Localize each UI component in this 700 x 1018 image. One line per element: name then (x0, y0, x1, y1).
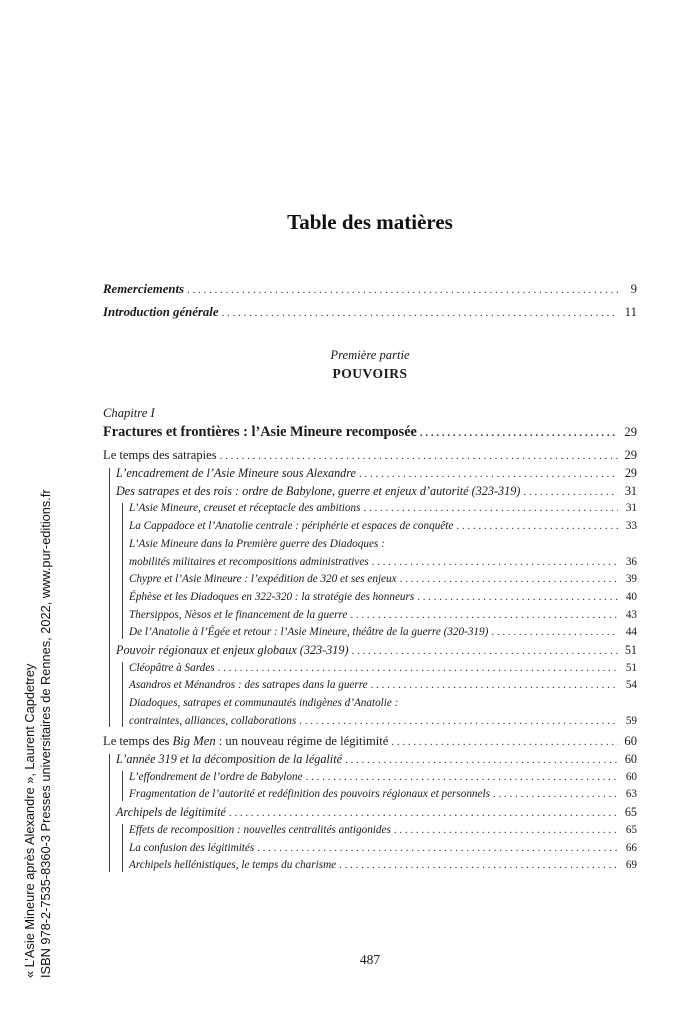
part-label: Première partie (330, 348, 410, 363)
toc-entry[interactable] (103, 751, 637, 769)
toc-entry-label-emph: Big Men (172, 734, 216, 749)
toc-entry[interactable] (103, 465, 637, 483)
toc-entry-label: Thersippos, Nèsos et le financement de la guerre (129, 608, 348, 621)
toc-entry[interactable] (103, 857, 637, 875)
subsection-bracket (122, 824, 123, 872)
toc-entry[interactable] (103, 554, 637, 572)
toc-entry-label: Le temps des satrapies (103, 448, 217, 463)
toc-entry-label: Introduction générale (103, 304, 219, 319)
toc-entry-page: 33 (625, 520, 637, 533)
toc-entry-label: Archipels de légitimité (116, 805, 226, 820)
toc-entry[interactable] (103, 822, 637, 840)
toc-entry[interactable] (103, 786, 637, 804)
toc-entry-label-part: Le temps des (103, 734, 173, 749)
toc-entry-label: Remerciements (103, 282, 185, 296)
toc-entry-page: 60 (625, 770, 637, 783)
toc-entry-page: 11 (624, 304, 637, 319)
copyright-text (22, 460, 54, 978)
leader-dots (339, 857, 618, 875)
part-title: POUVOIRS (332, 366, 408, 382)
leader-dots (350, 607, 618, 625)
leader-dots (187, 282, 618, 300)
toc-entry-page: 36 (625, 555, 637, 568)
toc-entry[interactable] (103, 571, 637, 589)
toc-entry-label-line: L’Asie Mineure dans la Première guerre des Diadoques : (129, 537, 385, 550)
toc-entry-label: L’année 319 et la décomposition de la légalité (116, 752, 342, 767)
leader-dots (400, 571, 618, 589)
toc-entry-label: Éphèse et les Diadoques en 322-320 : la stratégie des honneurs (129, 590, 415, 603)
leader-dots (372, 554, 618, 572)
subsection-bracket (122, 662, 123, 727)
toc-entry-page: 29 (624, 425, 637, 440)
table-of-contents (103, 281, 637, 875)
toc-entry[interactable] (103, 733, 637, 751)
toc-entry-label: Chypre et l’Asie Mineure : l’expédition de 320 et ses enjeux (129, 573, 397, 586)
leader-dots (222, 305, 618, 323)
toc-entry-page: 69 (625, 859, 637, 872)
sidebar-line-1: « L’Asie Mineure après Alexandre », Laurent Capdetrey (22, 663, 37, 978)
toc-entry-page: 60 (624, 734, 637, 749)
toc-entry[interactable] (103, 607, 637, 625)
toc-entry-page: 66 (625, 841, 637, 854)
toc-entry[interactable] (103, 483, 637, 501)
toc-entry-label: mobilités militaires et recompositions administratives (129, 555, 369, 568)
leader-dots (299, 713, 618, 731)
toc-entry-introduction[interactable] (103, 304, 637, 322)
toc-entry-page: 40 (625, 590, 637, 603)
toc-entry-label: Cléopâtre à Sardes (129, 661, 215, 674)
chapter-title: Fractures et frontières : l’Asie Mineure recomposée (103, 424, 417, 441)
toc-entry[interactable] (103, 500, 637, 518)
toc-entry-page: 51 (625, 661, 637, 674)
toc-entry[interactable] (103, 769, 637, 787)
toc-entry-label: La confusion des légitimités (129, 841, 255, 854)
section-bracket (109, 754, 110, 872)
toc-entry-label: Asandros et Ménandros : des satrapes dans la guerre (129, 679, 368, 692)
toc-entry-page: 63 (625, 788, 637, 801)
toc-entry-page: 29 (624, 466, 637, 481)
section-list (103, 447, 637, 875)
toc-entry-page: 60 (624, 752, 637, 767)
subsection-bracket (122, 771, 123, 801)
toc-entry-page: 31 (625, 502, 637, 515)
toc-entry-label: L’encadrement de l’Asie Mineure sous Alexandre (116, 466, 356, 481)
toc-entry-page: 51 (624, 642, 637, 657)
toc-entry-label: contraintes, alliances, collaborations (129, 714, 297, 727)
subsection-bracket (122, 503, 123, 639)
toc-entry-label (103, 733, 388, 751)
toc-entry[interactable] (103, 713, 637, 731)
toc-entry-chapter[interactable] (103, 422, 637, 442)
toc-entry[interactable] (103, 447, 637, 465)
toc-entry-page: 65 (625, 823, 637, 836)
toc-entry-remerciements[interactable] (103, 281, 637, 299)
leader-dots (371, 677, 618, 695)
toc-entry[interactable] (103, 840, 637, 858)
leader-dots (523, 484, 618, 502)
leader-dots (229, 805, 618, 823)
toc-entry-label: La Cappadoce et l’Anatolie centrale : périphérie et espaces de conquête (129, 520, 454, 533)
leader-dots (391, 734, 618, 752)
page-title: Table des matières (287, 210, 453, 234)
chapter-label: Chapitre I (103, 406, 155, 421)
toc-entry-label: L’Asie Mineure, creuset et réceptacle des ambitions (129, 502, 361, 515)
toc-entry-label: Effets de recomposition : nouvelles centralités antigonides (129, 823, 391, 836)
toc-entry-label: Pouvoir régionaux et enjeux globaux (323-319) (116, 642, 349, 657)
toc-entry-label: Archipels hellénistiques, le temps du charisme (129, 859, 337, 872)
leader-dots (218, 660, 618, 678)
toc-entry-label: L’effondrement de l’ordre de Babylone (129, 770, 303, 783)
toc-entry-page: 43 (625, 608, 637, 621)
toc-entry-page: 59 (625, 714, 637, 727)
toc-entry-page: 31 (624, 483, 637, 498)
leader-dots (493, 786, 618, 804)
copyright-sidebar (22, 460, 92, 980)
page-number: 487 (359, 952, 381, 967)
leader-dots (359, 466, 618, 484)
toc-entry[interactable] (103, 677, 637, 695)
toc-entry[interactable] (103, 642, 637, 660)
toc-entry-page: 54 (625, 679, 637, 692)
toc-entry-page: 9 (630, 282, 637, 296)
leader-dots (257, 840, 618, 858)
toc-entry-page: 39 (625, 573, 637, 586)
leader-dots (456, 518, 618, 536)
leader-dots (220, 448, 618, 466)
toc-entry-label: De l’Anatolie à l’Égée et retour : l’Asie Mineure, théâtre de la guerre (320-319) (129, 626, 489, 639)
toc-entry[interactable] (103, 624, 637, 642)
toc-entry-label: Des satrapes et des rois : ordre de Babylone, guerre et enjeux d’autorité (323-319) (116, 483, 521, 498)
toc-entry-page: 29 (624, 448, 637, 463)
leader-dots (345, 752, 618, 770)
toc-entry-page: 44 (625, 626, 637, 639)
leader-dots (491, 624, 618, 642)
toc-entry-label-part: : un nouveau régime de légitimité (215, 734, 389, 749)
leader-dots (352, 643, 618, 661)
toc-entry[interactable] (103, 804, 637, 822)
leader-dots (306, 769, 618, 787)
toc-entry[interactable] (103, 518, 637, 536)
toc-entry-page: 65 (624, 805, 637, 820)
leader-dots (394, 822, 618, 840)
sidebar-line-2: ISBN 978-2-7535-8360-3 Presses universitaires de Rennes, 2022, www.pur-editions.fr (38, 489, 53, 978)
leader-dots (420, 423, 618, 443)
toc-entry-label-line: Diadoques, satrapes et communautés indigènes d’Anatolie : (129, 697, 399, 709)
leader-dots (363, 500, 618, 518)
toc-entry-label: Fragmentation de l’autorité et redéfinition des pouvoirs régionaux et personnels (129, 788, 490, 801)
leader-dots (417, 589, 618, 607)
toc-entry[interactable] (103, 589, 637, 607)
section-bracket (109, 468, 110, 727)
toc-entry[interactable] (103, 660, 637, 678)
